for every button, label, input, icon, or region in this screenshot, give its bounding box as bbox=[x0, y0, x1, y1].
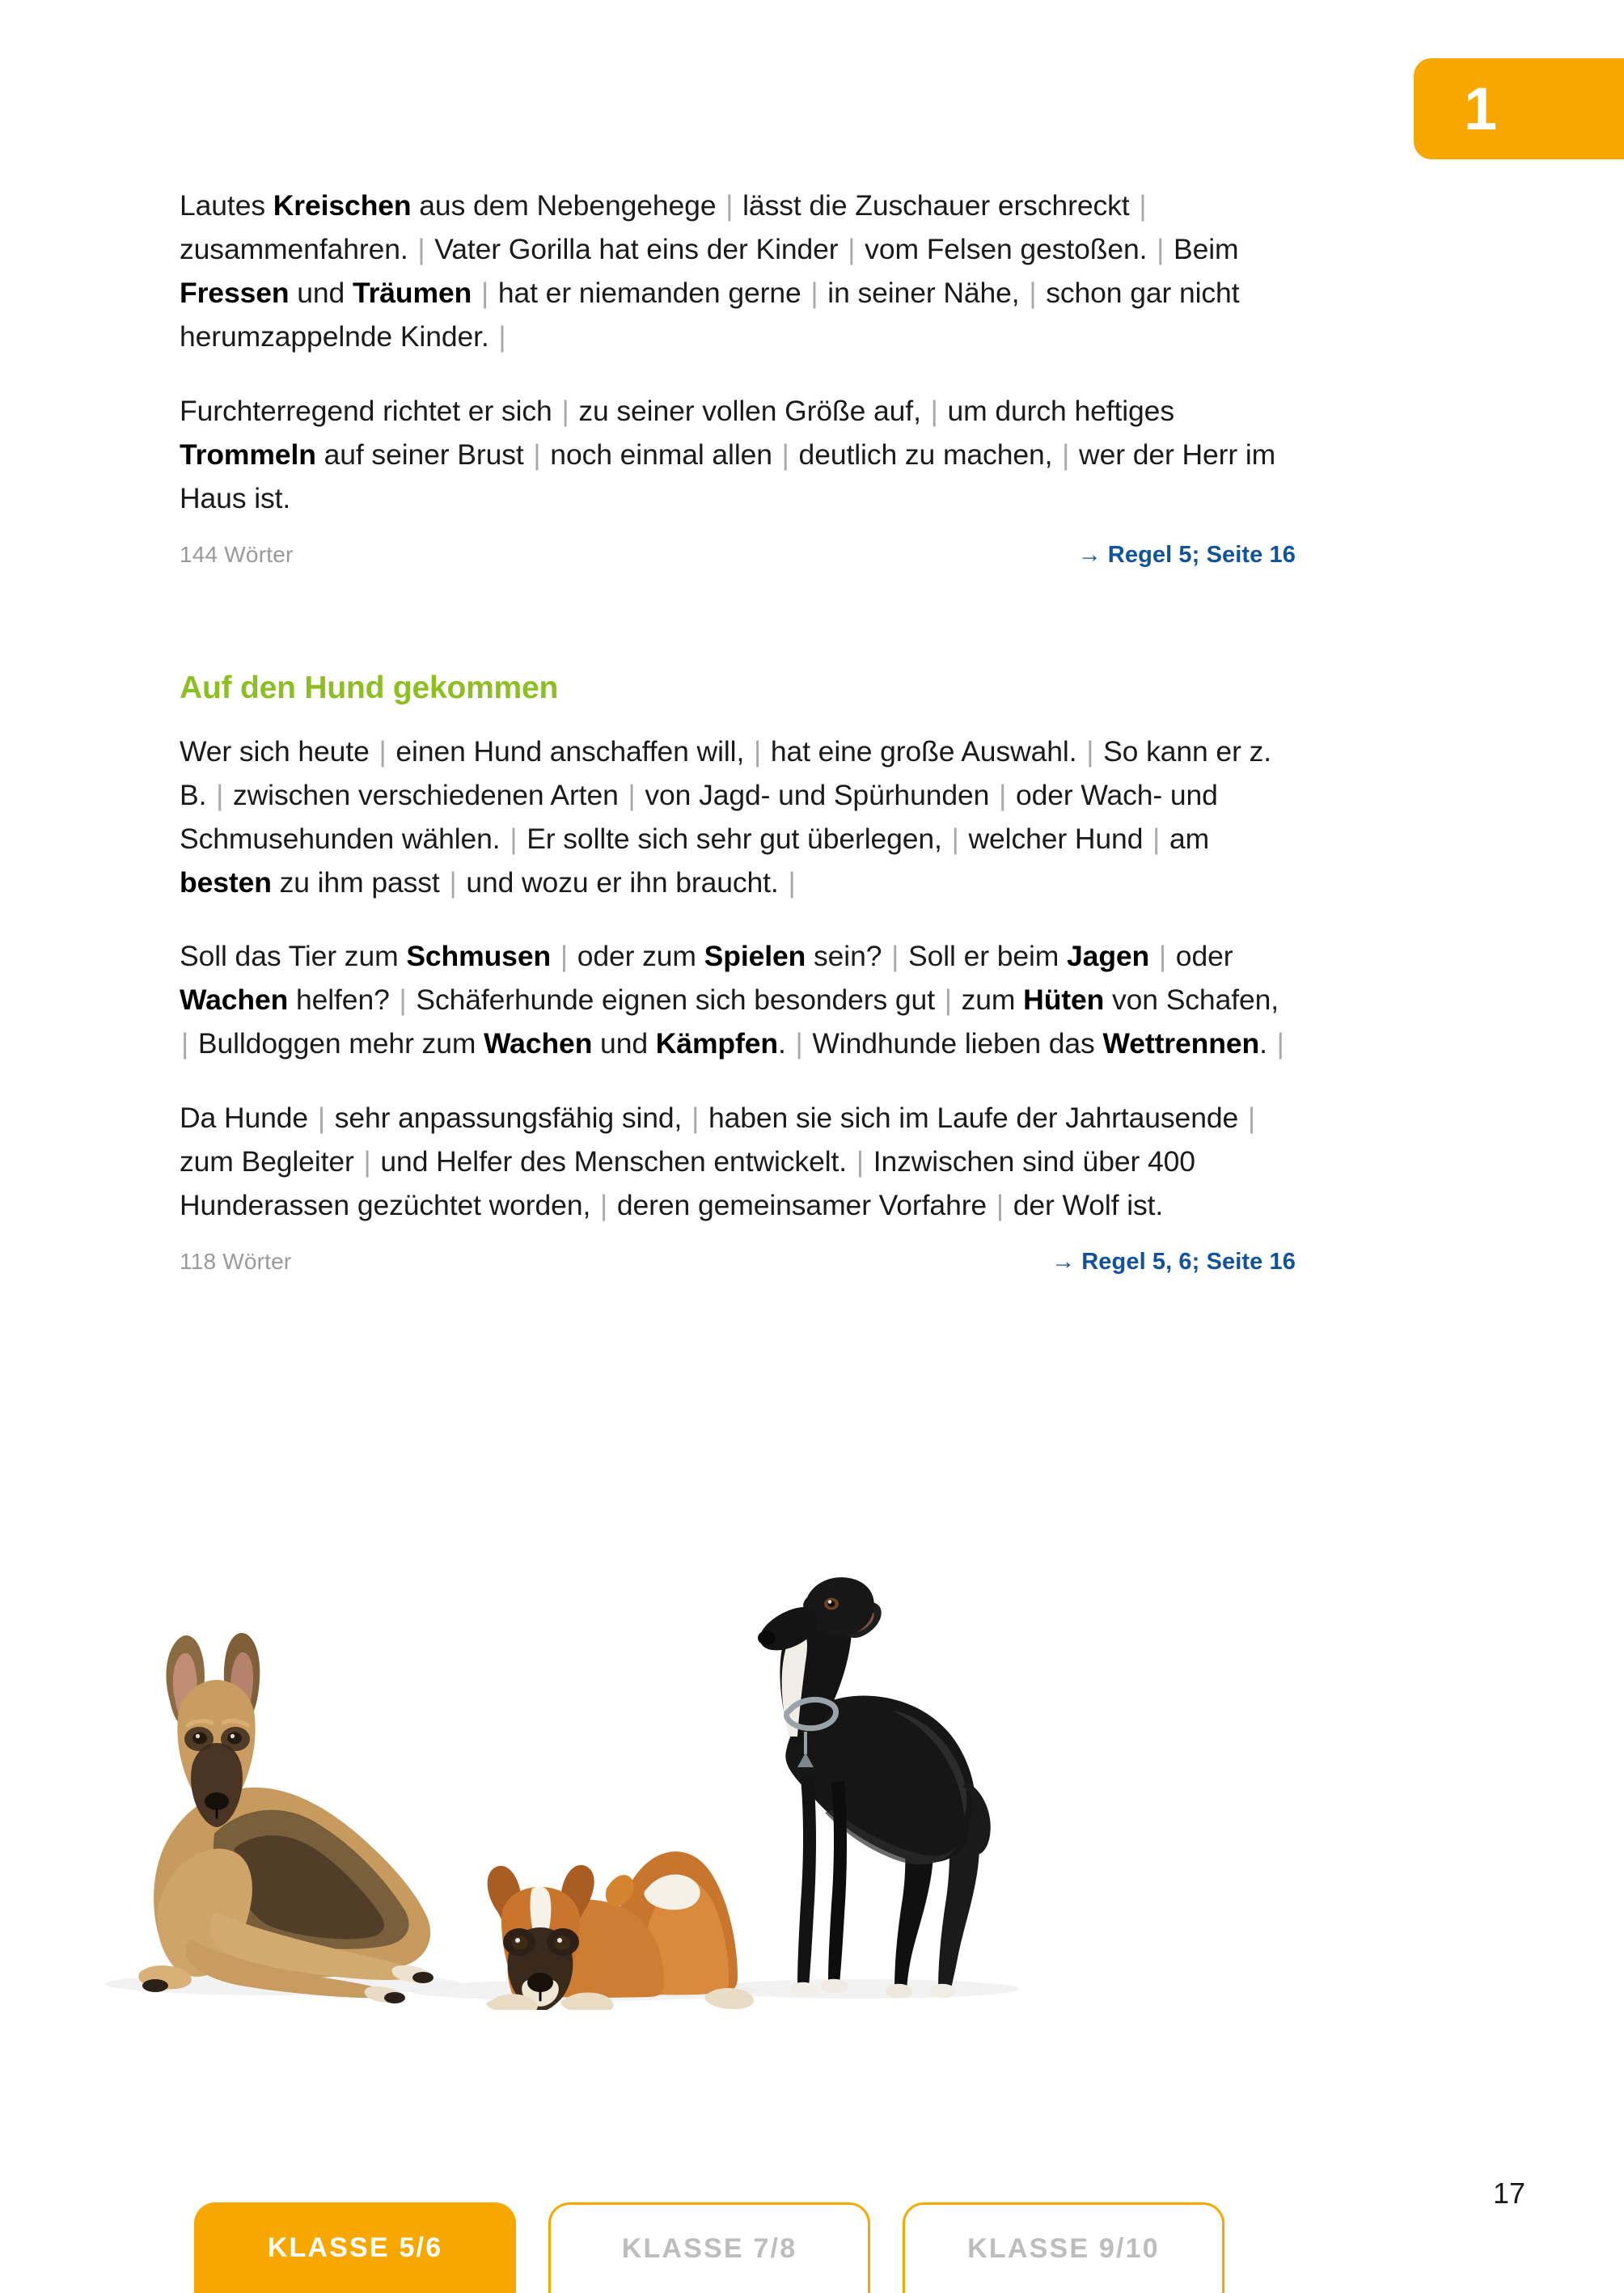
text-run: sehr anpassungsfähig sind, bbox=[326, 1102, 691, 1135]
tab-klasse-7-8[interactable] bbox=[548, 2202, 870, 2293]
text-run: zwischen verschiedenen Arten bbox=[225, 778, 627, 811]
phrase-separator: | bbox=[600, 1189, 608, 1222]
chapter-number: 1 bbox=[1464, 74, 1498, 142]
text-run: hat eine große Auswahl. bbox=[763, 734, 1085, 768]
phrase-separator: | bbox=[181, 1027, 189, 1060]
emphasis-word: besten bbox=[180, 865, 272, 899]
text-run: und Helfer des Menschen entwickelt. bbox=[372, 1145, 855, 1178]
phrase-separator: | bbox=[891, 940, 899, 973]
phrase-separator: | bbox=[216, 778, 224, 811]
text-run: helfen? bbox=[288, 984, 398, 1017]
text-run: oder Wach- und Schmusehunden wählen. bbox=[180, 778, 1218, 855]
emphasis-word: Wachen bbox=[484, 1027, 593, 1060]
text-run: lässt die Zuschauer erschreckt bbox=[734, 189, 1138, 222]
text-run: Da Hunde bbox=[180, 1102, 316, 1135]
text-run: sein? bbox=[806, 940, 890, 973]
emphasis-word: Träumen bbox=[352, 276, 472, 309]
phrase-separator: | bbox=[533, 438, 541, 471]
text-run: am bbox=[1161, 822, 1210, 855]
text-run: Vater Gorilla hat eins der Kinder bbox=[426, 232, 847, 265]
emphasis-word: Jagen bbox=[1067, 940, 1150, 973]
footer bbox=[0, 2172, 1624, 2293]
phrase-separator: | bbox=[561, 394, 569, 427]
phrase-separator: | bbox=[930, 394, 938, 427]
emphasis-word: Fressen bbox=[180, 276, 290, 309]
phrase-separator: | bbox=[379, 734, 387, 768]
rule-reference-label: Regel 5; Seite 16 bbox=[1107, 541, 1296, 568]
phrase-separator: | bbox=[1029, 276, 1037, 309]
passage-meta-row bbox=[180, 1249, 1296, 1276]
dogs-illustration bbox=[49, 1508, 1569, 2010]
text-run: Wer sich heute bbox=[180, 734, 378, 768]
phrase-separator: | bbox=[996, 1189, 1004, 1222]
emphasis-word: Wachen bbox=[180, 984, 289, 1017]
text-run: von Schafen, bbox=[1104, 984, 1279, 1017]
text-run: Furchterregend richtet er sich bbox=[180, 394, 560, 427]
text-run: einen Hund anschaffen will, bbox=[387, 734, 752, 768]
phrase-separator: | bbox=[999, 778, 1007, 811]
text-run: und wozu er ihn braucht. bbox=[458, 865, 787, 899]
arrow-right-icon: → bbox=[1077, 541, 1102, 568]
emphasis-word: Kämpfen bbox=[655, 1027, 778, 1060]
phrase-separator: | bbox=[628, 778, 636, 811]
phrase-separator: | bbox=[399, 984, 407, 1017]
text-run: . bbox=[1259, 1027, 1275, 1060]
content-column bbox=[180, 184, 1296, 1276]
text-run: zu seiner vollen Größe auf, bbox=[570, 394, 929, 427]
phrase-separator: | bbox=[781, 438, 789, 471]
phrase-separator: | bbox=[856, 1145, 864, 1178]
phrase-separator: | bbox=[944, 984, 952, 1017]
text-run: oder bbox=[1168, 940, 1233, 973]
text-run: Beim bbox=[1165, 232, 1239, 265]
text-run: der Wolf ist. bbox=[1004, 1189, 1164, 1222]
tab-klasse-5-6[interactable] bbox=[194, 2202, 516, 2293]
text-run bbox=[1149, 940, 1157, 972]
section-heading: Auf den Hund gekommen bbox=[180, 670, 559, 705]
text-run: deutlich zu machen, bbox=[790, 438, 1061, 471]
phrase-separator: | bbox=[417, 232, 425, 265]
word-count: 118 Wörter bbox=[180, 1249, 292, 1275]
phrase-separator: | bbox=[1086, 734, 1094, 768]
phrase-separator: | bbox=[317, 1102, 325, 1135]
rule-reference-link[interactable] bbox=[1078, 542, 1296, 569]
arrow-right-icon: → bbox=[1051, 1249, 1076, 1276]
rule-reference-link[interactable] bbox=[1051, 1249, 1296, 1276]
text-run: Schäferhunde eignen sich besonders gut bbox=[408, 984, 943, 1017]
passage-paragraphs bbox=[180, 184, 1296, 521]
phrase-separator: | bbox=[1152, 822, 1161, 855]
phrase-separator: | bbox=[510, 822, 518, 855]
phrase-separator: | bbox=[848, 232, 856, 265]
text-run: Bulldoggen mehr zum bbox=[190, 1027, 484, 1060]
page-number: 17 bbox=[1492, 2177, 1525, 2210]
text-run: in seiner Nähe, bbox=[819, 276, 1028, 309]
emphasis-word: Hüten bbox=[1023, 984, 1105, 1017]
text-run: und bbox=[592, 1027, 656, 1060]
text-run bbox=[472, 277, 480, 309]
phrase-separator: | bbox=[795, 1027, 803, 1060]
dogs-photo bbox=[49, 1508, 1569, 2010]
emphasis-word: Spielen bbox=[704, 940, 806, 973]
text-run: welcher Hund bbox=[960, 822, 1152, 855]
text-run: Inzwischen sind über 400 Hunderassen gezüchtet worden, bbox=[180, 1145, 1195, 1222]
tab-klasse-9-10[interactable] bbox=[903, 2202, 1224, 2293]
phrase-separator: | bbox=[363, 1145, 371, 1178]
emphasis-word: Wettrennen bbox=[1102, 1027, 1260, 1060]
chapter-tab[interactable] bbox=[1414, 58, 1624, 159]
phrase-separator: | bbox=[951, 822, 959, 855]
text-run: und bbox=[289, 276, 353, 309]
phrase-separator: | bbox=[1139, 189, 1147, 222]
passage-gorilla bbox=[180, 184, 1296, 569]
text-run: haben sie sich im Laufe der Jahrtausende bbox=[700, 1102, 1246, 1135]
text-run: Lautes bbox=[180, 189, 273, 222]
text-run: oder zum bbox=[569, 940, 704, 973]
text-run: zum bbox=[953, 984, 1024, 1017]
passage-hund bbox=[180, 671, 1296, 1276]
phrase-separator: | bbox=[691, 1102, 700, 1135]
text-run: . bbox=[777, 1027, 794, 1060]
text-run: zusammenfahren. bbox=[180, 232, 417, 265]
rule-reference-label: Regel 5, 6; Seite 16 bbox=[1081, 1249, 1296, 1276]
text-run: Er sollte sich sehr gut überlegen, bbox=[518, 822, 950, 855]
text-run: aus dem Nebengehege bbox=[411, 189, 725, 222]
tab-klasse-9-10-label: KLASSE 9/10 bbox=[967, 2233, 1160, 2264]
text-run: auf seiner Brust bbox=[315, 438, 532, 471]
paragraph bbox=[180, 390, 1296, 521]
phrase-separator: | bbox=[1157, 232, 1165, 265]
text-run: um durch heftiges bbox=[939, 394, 1174, 427]
word-count: 144 Wörter bbox=[180, 541, 294, 567]
phrase-separator: | bbox=[1247, 1102, 1256, 1135]
text-run: wer der Herr im Haus ist. bbox=[180, 438, 1276, 514]
paragraph bbox=[180, 184, 1296, 359]
paragraph bbox=[180, 730, 1296, 905]
text-run: Windhunde lieben das bbox=[804, 1027, 1103, 1060]
text-run: noch einmal allen bbox=[542, 438, 780, 471]
text-run: vom Felsen gestoßen. bbox=[856, 232, 1156, 265]
tab-klasse-5-6-label: KLASSE 5/6 bbox=[267, 2232, 443, 2263]
emphasis-word: Kreischen bbox=[273, 189, 412, 222]
phrase-separator: | bbox=[480, 276, 489, 309]
paragraph bbox=[180, 935, 1296, 1066]
text-run: Soll das Tier zum bbox=[180, 940, 407, 973]
text-run: So kann er z. B. bbox=[180, 734, 1277, 811]
text-run: von Jagd- und Spürhunden bbox=[636, 778, 998, 811]
phrase-separator: | bbox=[725, 189, 734, 222]
phrase-separator: | bbox=[753, 734, 762, 768]
text-run: zu ihm passt bbox=[271, 865, 448, 899]
text-run: Soll er beim bbox=[900, 940, 1068, 973]
text-run: zum Begleiter bbox=[180, 1145, 362, 1178]
tab-klasse-7-8-label: KLASSE 7/8 bbox=[621, 2233, 797, 2264]
emphasis-word: Schmusen bbox=[406, 940, 552, 973]
emphasis-word: Trommeln bbox=[180, 438, 316, 471]
text-run: hat er niemanden gerne bbox=[490, 276, 810, 309]
phrase-separator: | bbox=[788, 865, 796, 899]
passage-paragraphs bbox=[180, 730, 1296, 1229]
phrase-separator: | bbox=[810, 276, 818, 309]
section-spacer bbox=[180, 569, 1296, 671]
phrase-separator: | bbox=[449, 865, 457, 899]
phrase-separator: | bbox=[1158, 940, 1167, 973]
paragraph bbox=[180, 1097, 1296, 1228]
phrase-separator: | bbox=[1276, 1027, 1284, 1060]
phrase-separator: | bbox=[1062, 438, 1070, 471]
phrase-separator: | bbox=[498, 319, 506, 353]
text-run: deren gemeinsamer Vorfahre bbox=[609, 1189, 995, 1222]
phrase-separator: | bbox=[560, 940, 568, 973]
text-run bbox=[551, 940, 559, 972]
passage-meta-row bbox=[180, 542, 1296, 569]
text-run: schon gar nicht herumzappelnde Kinder. bbox=[180, 276, 1240, 353]
